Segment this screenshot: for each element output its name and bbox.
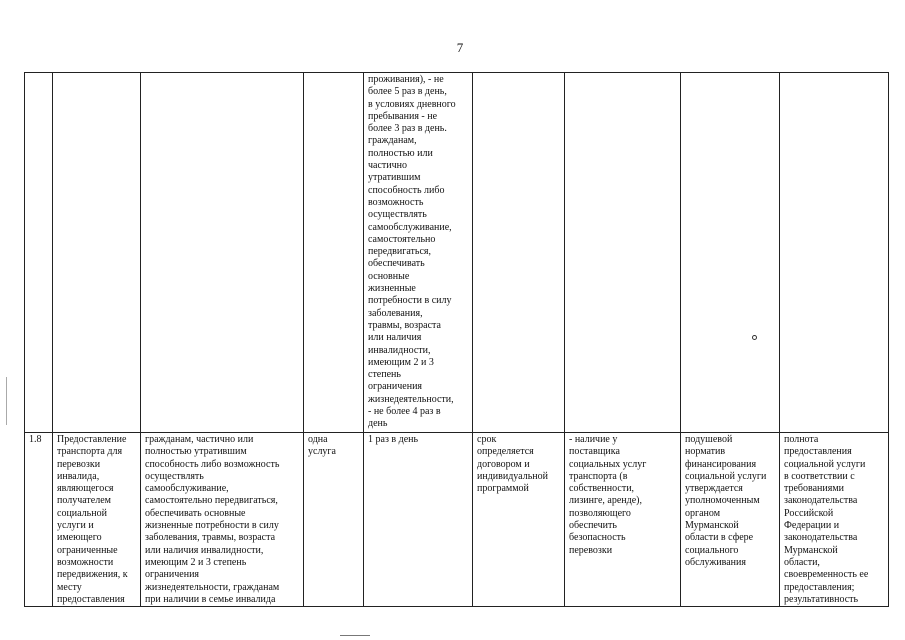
- cell-unit: одна услуга: [304, 433, 364, 607]
- scan-margin-mark: [6, 377, 7, 425]
- table-row: [25, 433, 889, 607]
- cell-financing: подушевой норматив финансирования социальной услуги утверждается уполномоченным органом Мурманской области в сфере социального обслуживания: [681, 433, 780, 607]
- services-table: [24, 72, 889, 607]
- table-row: [25, 73, 889, 433]
- page-number: 7: [456, 40, 464, 55]
- cell-number: [25, 73, 53, 433]
- scan-bottom-mark: [340, 635, 370, 636]
- cell-financing: [681, 73, 780, 433]
- cell-frequency: проживания), - не более 5 раз в день, в условиях дневного пребывания - не более 3 раз в день. гражданам, полностью или частично утратившим способность либо возможность осуществлять самообслуживание, самостоятельно передвигаться, обеспечивать основные жизненные потребности в силу заболевания, травмы, возраста или наличия инвалидности, имеющим 2 и 3 степень ограничения жизнедеятельности, - не более 4 раз в день: [364, 73, 473, 433]
- cell-conditions: - наличие у поставщика социальных услуг транспорта (в собственности, лизинге, аренде), позволяющего обеспечить безопасность перевозки: [565, 433, 681, 607]
- cell-quality: [780, 73, 889, 433]
- cell-conditions: [565, 73, 681, 433]
- scan-dot-mark: [752, 335, 757, 340]
- cell-number: 1.8: [25, 433, 53, 607]
- cell-term: [473, 73, 565, 433]
- cell-frequency: 1 раз в день: [364, 433, 473, 607]
- cell-service-name: [53, 73, 141, 433]
- cell-unit: [304, 73, 364, 433]
- cell-term: срок определяется договором и индивидуальной программой: [473, 433, 565, 607]
- cell-recipients: [141, 73, 304, 433]
- cell-quality: полнота предоставления социальной услуги в соответствии с требованиями законодательства Российской Федерации и законодательства Мурманской области, своевременность ее предоставления; результативность: [780, 433, 889, 607]
- cell-service-name: Предоставление транспорта для перевозки инвалида, являющегося получателем социальной услуги и имеющего ограниченные возможности передвижения, к месту предоставления: [53, 433, 141, 607]
- cell-recipients: гражданам, частично или полностью утратившим способность либо возможность осуществлять самообслуживание, самостоятельно передвигаться, обеспечивать основные жизненные потребности в силу заболевания, травмы, возраста или наличия инвалидности, имеющим 2 и 3 степень ограничения жизнедеятельности, гражданам при наличии в семье инвалида: [141, 433, 304, 607]
